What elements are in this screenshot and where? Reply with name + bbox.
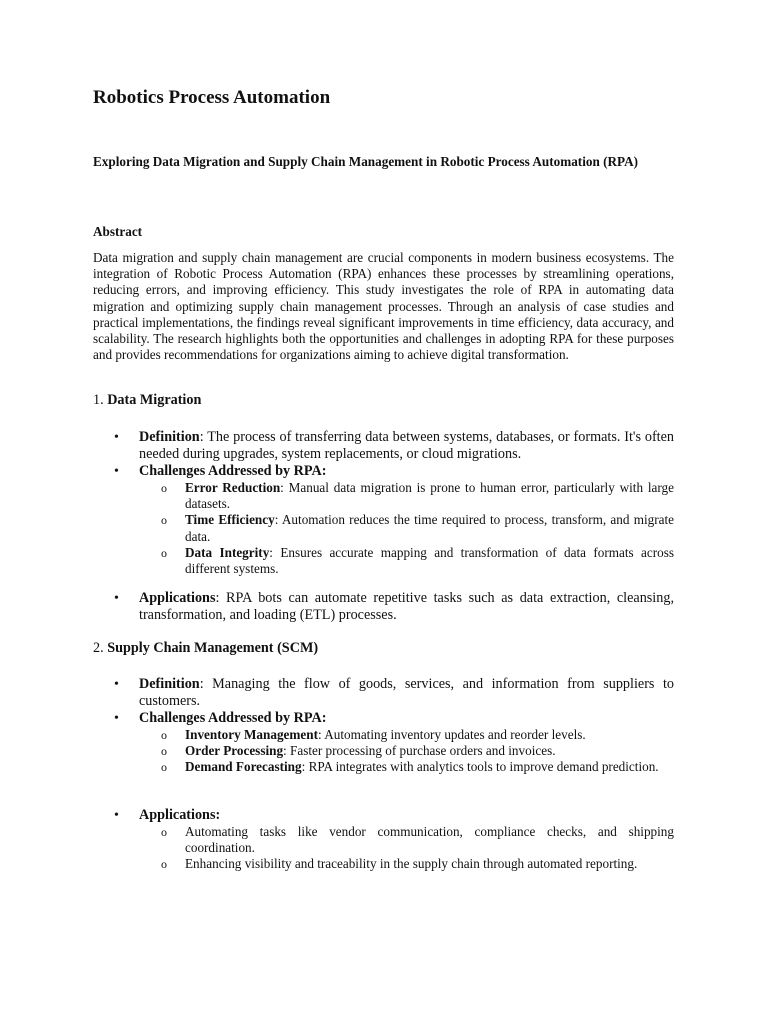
sublist-item-label: Error Reduction (185, 480, 281, 495)
sublist-item (185, 512, 674, 544)
challenges-sublist (185, 480, 674, 577)
list-item-applications (139, 590, 674, 624)
sublist-item: o Enhancing visibility and traceability in the supply chain through automated reporting. (185, 856, 674, 872)
sublist-item: o Automating tasks like vendor communication, compliance checks, and shipping coordination. (185, 824, 674, 856)
sublist-item-label: Demand Forecasting (185, 759, 302, 775)
applications-label: Applications (139, 590, 216, 606)
data-migration-applications (139, 590, 674, 624)
sublist-item (185, 743, 674, 759)
list-item-challenges (139, 463, 674, 480)
sublist-item-text: : Faster processing of purchase orders and invoices. (283, 743, 556, 759)
section-heading-data-migration (93, 392, 201, 409)
sublist-item-label: Order Processing (185, 743, 284, 759)
sublist-item-text: : Manual data migration is prone to human error, particularly with large datasets. (185, 480, 674, 512)
sublist-item (185, 545, 674, 577)
sublist-item (185, 480, 674, 512)
definition-label: Definition (139, 429, 200, 445)
document-subtitle: Exploring Data Migration and Supply Chain Management in Robotic Process Automation (RPA) (93, 154, 638, 169)
applications-label: Applications: (139, 807, 221, 823)
sublist-item-text: : RPA integrates with analytics tools to improve demand prediction. (301, 759, 659, 775)
section-heading-scm (93, 640, 318, 657)
section-number: 2. (93, 640, 104, 656)
sublist-item-text: : Automation reduces the time required to process, transform, and migrate data. (185, 512, 674, 544)
sublist-item-label: Inventory Management (185, 727, 318, 742)
sublist-item-text: : Ensures accurate mapping and transformation of data formats across different systems. (185, 544, 674, 577)
applications-text: : RPA bots can automate repetitive tasks such as data extraction, cleansing, transformation, and loading (ETL) processes. (139, 590, 674, 623)
abstract-heading: Abstract (93, 224, 143, 239)
challenges-sublist (185, 727, 674, 776)
abstract-text: Data migration and supply chain management are crucial components in modern business ecosystems. The integration of Robotic Process Automation (RPA) enhances these processes by streamlining operations, reducing errors, and improving efficiency. This study investigates the role of RPA in automating data migration and optimizing supply chain management processes. Through an analysis of case studies and practical implementations, the findings reveal significant improvements in time efficiency, data accuracy, and scalability. The research highlights both the opportunities and challenges in adopting RPA for these purposes and provides recommendations for organizations aiming to achieve digital transformation. (93, 250, 674, 363)
list-item-definition (139, 676, 674, 710)
list-item-applications (139, 807, 674, 824)
document-title: Robotics Process Automation (93, 87, 331, 108)
applications-sublist (185, 824, 674, 873)
sublist-item-label: Data Integrity (185, 544, 270, 560)
definition-text: : Managing the flow of goods, services, and information from suppliers to customers. (139, 676, 674, 709)
sublist-item (185, 759, 674, 775)
sublist-item-text: : Automating inventory updates and reorder levels. (317, 727, 586, 742)
list-item-challenges (139, 710, 674, 727)
list-item-definition (139, 429, 674, 463)
definition-label: Definition (139, 676, 200, 692)
definition-text: : The process of transferring data between systems, databases, or formats. It's often needed during upgrades, system replacements, or cloud migrations. (139, 429, 674, 462)
scm-list (139, 676, 674, 776)
data-migration-list (139, 429, 674, 577)
sublist-item-label: Time Efficiency (185, 512, 275, 528)
section-title: Supply Chain Management (SCM) (107, 640, 319, 656)
sublist-item (185, 727, 674, 743)
scm-applications (139, 807, 674, 873)
section-title: Data Migration (107, 392, 202, 408)
challenges-label: Challenges Addressed by RPA: (139, 710, 327, 726)
challenges-label: Challenges Addressed by RPA: (139, 463, 327, 479)
section-number: 1. (93, 392, 104, 408)
